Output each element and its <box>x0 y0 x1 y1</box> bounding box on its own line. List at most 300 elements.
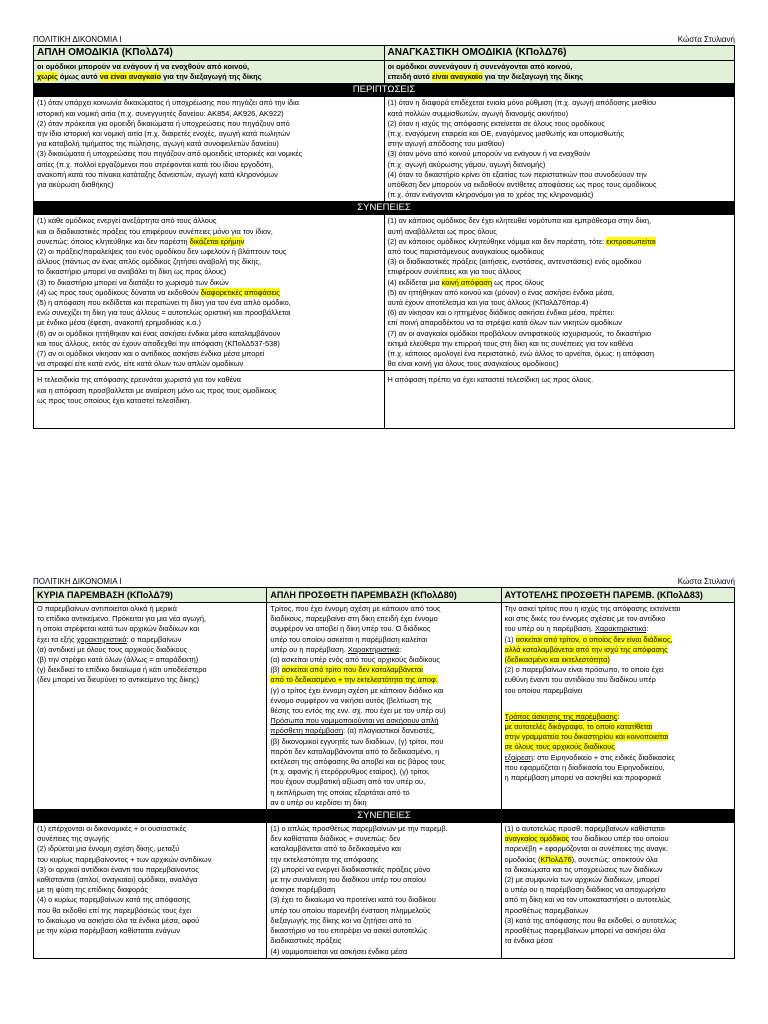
text-line <box>505 732 731 742</box>
text-line <box>505 635 731 645</box>
text-line <box>388 247 732 257</box>
text-line <box>505 763 731 773</box>
text-line <box>388 216 732 226</box>
text-line <box>37 149 381 159</box>
text-segment: την ίδια ιστορική και νομική αιτία (π.χ. διαιρετές ενοχές, αγωγή κατά πωλητών <box>37 129 290 139</box>
text-segment: (3) όταν μόνο από κοινού μπορούν να ενάγουν ή να εναχθούν <box>387 149 591 159</box>
text-segment: αυτά έχουν αποτέλεσμα και για τους άλλους (ΚΠολΔ76παρ.4) <box>387 298 589 308</box>
highlighted-text: δικάζεται ερήμην <box>189 236 245 246</box>
text-line <box>37 267 381 277</box>
text-line <box>270 875 497 885</box>
text-line <box>37 72 381 82</box>
text-line <box>505 895 731 905</box>
text-line <box>37 318 381 328</box>
text-segment: συνέπειες της αγωγής <box>37 834 110 844</box>
text-segment: : <box>399 644 402 654</box>
text-line <box>388 359 732 369</box>
text-line <box>505 916 731 926</box>
text-segment: του διαδίκου υπέρ του οποίου <box>569 834 669 844</box>
text-line <box>270 604 497 614</box>
text-line <box>37 288 381 298</box>
text-segment: (γ) διεκδικεί το επίδικο δικαίωμα ή κάτι υποδεέστερο <box>37 665 207 675</box>
text-segment: προσθέτως παρεμβαίνων <box>504 905 589 915</box>
text-segment: (1) ο απλώς προσθέτως παρεμβαίνων με την παρεμβ. <box>270 824 448 834</box>
text-line <box>37 916 263 926</box>
highlighted-text: κοινή απόφαση <box>441 277 493 287</box>
text-segment: (α) ασκείται υπέρ ενός από τους αρχικούς διαδίκους <box>270 655 440 665</box>
text-segment: εκτιμά ελεύθερα την επιρροή τους στη δίκη και τις συνέπειες για τον καθένα <box>387 338 634 348</box>
text-segment: την εκτελεστότητα της απόφασης <box>270 854 379 864</box>
text-segment: θα είναι κοινή για όλους τους αναγκαίους ομοδίκους) <box>387 359 559 369</box>
text-segment: (2) μπορεί να ενεργεί διαδικαστικές πράξεις μόνο <box>270 864 431 874</box>
text-segment: : στο Ειρηνοδικείο + στις ειδικές διαδικασίες <box>533 752 676 762</box>
text-line <box>37 824 263 834</box>
text-line <box>388 339 732 349</box>
text-line <box>388 149 732 159</box>
text-segment: θέσης του εντός της ενν. σχ. που έχει με τον υπέρ ου) <box>270 706 446 716</box>
text-line <box>505 926 731 936</box>
text-line <box>270 855 497 865</box>
text-line <box>270 844 497 854</box>
text-segment: και η απόφαση προσβαλλεται με αναίρεση μόνο ως προς τους ομοδίκους <box>37 385 277 395</box>
text-segment: Την ασκεί τρίτος που η ισχύς της απόφασης εκτείνεται <box>504 604 681 613</box>
text-line <box>37 216 381 226</box>
text-segment: συμφέρον να αποβεί η δίκη υπέρ του. Ο διάδικος <box>270 624 431 634</box>
section-bar-effects: ΣΥΝΕΠΕΙΕΣ <box>34 810 735 823</box>
def-simple-additional <box>267 603 501 810</box>
text-line <box>37 834 263 844</box>
text-line <box>37 308 381 318</box>
text-line <box>505 722 731 732</box>
text-line <box>37 62 381 72</box>
text-line <box>388 180 732 190</box>
text-segment: (α) αντιδικεί με όλους τους αρχικούς διαδίκους <box>37 644 188 654</box>
text-line <box>270 737 497 747</box>
text-segment: (γ) ο τρίτος έχει έννομη σχέση με κάποιον διάδικο και <box>270 685 444 695</box>
text-line <box>270 686 497 696</box>
text-segment: (π.χ. κάποιος ομολογεί ένα περιστατικό, ενώ άλλος το αρνείται, όμως: η απόφαση <box>387 349 654 359</box>
highlighted-text: στην γραμματεία του δικαστηρίου και κοινοποιείται <box>504 732 669 742</box>
text-line <box>505 645 731 655</box>
text-segment: (3) δικαιώματα ή υποχρεώσεις που πηγάζουν από ομοειδείς ιστορικές και νομικές <box>37 149 303 159</box>
text-segment: (δεν μπορεί να διευρύνει το αντικείμενο της δίκης) <box>37 675 200 685</box>
text-segment: αυτή αναβάλλεται ως προς όλους <box>387 226 497 236</box>
text-line <box>37 635 263 645</box>
text-segment: η εκπλήρωση της οποίας εξαρτάται από το <box>270 787 410 797</box>
finality-simple <box>34 371 385 429</box>
text-line <box>37 139 381 149</box>
text-segment: (2) ο παρεμβαίνων είναι πρόσωπο, το οποίο έχει <box>504 665 664 675</box>
text-line <box>37 160 381 170</box>
text-segment: (3) έχει το δικαίωμα να προτείνει κατά του διαδίκου <box>270 895 436 905</box>
text-segment: ως προς τους οποίους έχει καταστεί τελεσίδικη. <box>37 395 192 405</box>
text-segment: από τη δίκη και να τον υποκαταστήσει ο αυτοτελώς <box>504 895 671 905</box>
text-segment: χαρακτηριστικά <box>76 634 127 644</box>
highlighted-text: είναι αναγκαίο <box>432 72 483 82</box>
text-segment: όμως αυτό <box>57 72 100 82</box>
col-title-mandatory: ΑΝΑΓΚΑΣΤΙΚΗ ΟΜΟΔΙΚΙΑ (ΚΠολΔ76) <box>384 46 735 61</box>
comparison-table-2 <box>33 587 735 959</box>
text-segment: υπέρ ου η παρέμβαση. <box>270 644 348 654</box>
comparison-table-1 <box>33 45 735 429</box>
text-segment: του κυρίως παρεμβαίνοντος + των αρχικών αντιδίκων <box>37 854 212 864</box>
highlighted-text: : <box>617 711 620 721</box>
col-title-simple-additional: ΑΠΛΗ ΠΡΟΣΘΕΤΗ ΠΑΡΕΜΒΑΣΗ (ΚΠολΔ80) <box>267 588 501 603</box>
text-segment: ), συνεπώς: αποκτούν όλα <box>571 854 658 864</box>
text-line <box>505 773 731 783</box>
text-line <box>37 675 263 685</box>
text-segment: εκτέλεση της απόφασης θα αποβεί και εις βάρος τους <box>270 757 445 767</box>
text-segment: (3) οι αρχικοί αντίδικοι έναντι του παρεμβαίνοντος <box>37 864 199 874</box>
effects-mandatory <box>384 215 735 371</box>
text-line <box>270 706 497 716</box>
text-line <box>505 855 731 865</box>
text-line <box>270 614 497 624</box>
effects-independent-additional <box>501 823 734 959</box>
text-segment: (2) οι πράξεις/παραλείψεις του ενός ομοδίκου δεν ωφελούν ή βλάπτουν τους <box>37 247 287 257</box>
text-segment: (β) την στρέφει κατά όλων (άλλως = απαράδεκτη) <box>37 655 199 665</box>
text-segment: (6) αν νίκησαν και ο ηττημένος διάδικος ασκήσει ένδικα μέσα, πρέπει: <box>387 308 615 318</box>
text-segment: ως προς όλους <box>492 277 544 287</box>
text-segment: (3) κατά της απόφασης που θα εκδοθεί, ο αυτοτελώς <box>504 915 677 925</box>
text-line <box>270 947 497 957</box>
text-line <box>388 349 732 359</box>
text-line <box>270 926 497 936</box>
text-segment: (4) όταν το δικαστήριο κρίνει ότι εξαιτίας των περιστατικών που συνοδεύουν την <box>387 169 647 179</box>
text-line <box>270 624 497 634</box>
text-line <box>270 906 497 916</box>
highlighted-text: με αυτοτελές δικόγραφο, το οποίο κατατίθεται <box>504 722 653 732</box>
text-segment: (1) επέρχονται οι δικονομικές + οι ουσιαστικές <box>37 824 187 834</box>
text-segment: έννομο συμφέρον να νικήσει αυτός (βελτίωση της <box>270 695 432 705</box>
text-segment: διαδίκους, παρεμβαίνει στη δίκη επειδή έχει έννομο <box>270 614 438 624</box>
text-segment: (2) όταν η ισχύς της απόφασης εκτείνεται σε όλους τους ομοδίκους <box>387 118 605 128</box>
text-line <box>37 665 263 675</box>
text-line <box>37 298 381 308</box>
text-line <box>505 885 731 895</box>
page-header <box>33 34 735 45</box>
text-segment: (4) ο κυρίως παρεμβαίνων κατά της απόφασης <box>37 895 191 905</box>
text-segment: επί ποινή απαραδέκτου να τα στρέψει κατά όλων των νικητών ομοδίκων <box>387 318 622 328</box>
text-segment: (1) όταν υπάρχει κοινωνία δικαιώματος ή υποχρέωσης που πηγάζει από την ίδια <box>37 98 300 108</box>
text-line <box>505 704 731 712</box>
text-segment: η παρέμβαση μπορεί να ασκηθεί και προφορικά <box>504 773 661 783</box>
text-line <box>270 665 497 675</box>
text-line <box>270 824 497 834</box>
text-line <box>388 329 732 339</box>
text-line <box>270 834 497 844</box>
effects-simple-additional <box>267 823 501 959</box>
text-line <box>37 844 263 854</box>
text-line <box>270 716 497 726</box>
section-bar-row <box>34 202 735 215</box>
text-segment: ευθύνη έναντι του αντιδίκου του διαδίκου υπέρ <box>504 675 656 685</box>
def-independent-additional <box>501 603 734 810</box>
text-line <box>37 604 263 614</box>
highlighted-text: (δεδικασμένο και εκτελεστότητα) <box>504 655 610 665</box>
text-line <box>270 885 497 895</box>
text-segment: (β) <box>270 665 282 675</box>
text-segment: το επίδικο αντικείμενο. Πρόκειται για μια νέα αγωγή, <box>37 614 207 624</box>
text-line <box>505 875 731 885</box>
title-row <box>34 588 735 603</box>
text-line <box>37 386 381 396</box>
text-segment: ενώ συνεχίζει τη δίκη για τους άλλους = αυτοτελώς οριστική και προσβάλλεται <box>37 308 291 318</box>
finality-mandatory <box>384 371 735 429</box>
text-segment: εξαίρεση <box>504 752 534 762</box>
text-line <box>37 257 381 267</box>
text-segment: καθίστανται (απλοί, αναγκαίοι) ομόδικοι, αναλόγα <box>37 875 198 885</box>
text-line <box>37 119 381 129</box>
text-segment: δικαστήριο να του επιτρέψει να ασκεί αυτοτελώς <box>270 926 428 936</box>
text-segment: διαδικαστικές πράξεις <box>270 936 342 946</box>
cases-row <box>34 97 735 202</box>
text-segment: του οποίου παρεμβαίνει <box>504 685 583 695</box>
effects-main-intervention <box>34 823 267 959</box>
text-line <box>270 865 497 875</box>
text-segment: Χαρακτηριστικά <box>594 624 647 634</box>
text-segment: αιτίες (π.χ. πολλοί εργαζόμενοι που στρέφονται κατά του ίδιου εργοδότη, <box>37 159 274 169</box>
page-2 <box>33 576 735 959</box>
header-left: ΠΟΛΙΤΙΚΗ ΔΙΚΟΝΟΜΙΑ Ι <box>33 35 122 44</box>
text-line <box>270 936 497 946</box>
text-line <box>388 98 732 108</box>
col-title-independent-additional: ΑΥΤΟΤΕΛΗΣ ΠΡΟΣΘΕΤΗ ΠΑΡΕΜΒ. (ΚΠολΔ83) <box>501 588 734 603</box>
text-line <box>37 247 381 257</box>
text-segment: (π.χ. όταν ενάγονται κληρονόμοι για το χρέος της κληρονομιάς) <box>387 190 594 200</box>
text-segment: ανακοπή κατά του πίνακα κατάταξης δανειστών, αγωγή κατά κληρονόμων <box>37 169 278 179</box>
text-segment: με ένδικα μέσα (έφεση, ανακοπή ερημοδικίας κ.α.) <box>37 318 201 328</box>
text-segment: Πρόσωπα που νομιμοποιούνται να ασκήσουν απλή <box>270 716 439 726</box>
text-segment: η οποία στρέφεται κατά των αρχικών διαδίκων και <box>37 624 199 634</box>
text-line <box>37 98 381 108</box>
highlighted-text: αλλά καταλαμβάνεται από την ισχύ της απόφασης <box>504 644 668 654</box>
text-line <box>37 895 263 905</box>
text-line <box>37 875 263 885</box>
text-line <box>505 614 731 624</box>
text-line <box>505 834 731 844</box>
text-line <box>270 895 497 905</box>
text-line <box>270 916 497 926</box>
text-line <box>388 375 732 385</box>
text-segment: (2) ιδρύεται μια έννομη σχέση δίκης, μεταξύ <box>37 844 180 854</box>
text-segment: έχει τα εξής <box>37 634 77 644</box>
text-segment: (1) όταν η διαφορά επιδέχεται ενιαία μόνο ρύθμιση (π.χ. αγωγή απόδοσης μισθίου <box>387 98 657 108</box>
section-bar-row <box>34 84 735 97</box>
text-segment: που εφαρμόζεται η διαδικασία του Ειρηνοδικείου, <box>504 762 665 772</box>
text-line <box>388 308 732 318</box>
text-segment: (4) ως προς τους ομοδίκους δύναται να εκδοθούν <box>37 287 201 297</box>
text-line <box>270 726 497 736</box>
highlighted-text: αναγκαίος ομόδικος <box>504 834 570 844</box>
text-line <box>37 655 263 665</box>
title-row <box>34 46 735 61</box>
text-segment: (5) αν ηττήθηκαν από κοινού και (μόνον) ο ένας ασκήσει ένδικα μέσα, <box>387 287 615 297</box>
text-line <box>388 257 732 267</box>
text-segment: (6) αν οι ομόδικοι ηττήθηκαν και ένας ασκήσει ένδικα μέσα καταλαμβάνουν <box>37 328 281 338</box>
text-line <box>37 170 381 180</box>
text-segment: (4) νομιμοποιείται να ασκήσει ένδικα μέσα <box>270 946 408 956</box>
col-sub-mandatory <box>384 61 735 84</box>
text-line <box>388 288 732 298</box>
highlighted-text: ΚΠολΔ76 <box>540 854 572 864</box>
text-line <box>388 278 732 288</box>
text-line <box>37 855 263 865</box>
text-line <box>37 375 381 385</box>
text-line <box>388 119 732 129</box>
text-segment: ομοδικίας ( <box>504 854 541 864</box>
text-segment: ο υπέρ ου η παρέμβαση διάδικος να αποχωρήσει <box>504 885 666 895</box>
text-line <box>37 278 381 288</box>
text-segment: με την κύρια παρέμβαση καθίσταται ενάγων <box>37 926 181 936</box>
def-main-intervention <box>34 603 267 810</box>
text-segment: παρενέβη + εφαρμόζονται οι συνέπειες της αναγκ. <box>504 844 669 854</box>
text-segment: που έχουν συμβατική αξίωση από τον υπέρ ου, <box>270 777 426 787</box>
text-line <box>505 824 731 834</box>
text-segment: ιστορική και νομική αιτία (π.χ. συνεγγυητές δανείου: ΑΚ854, ΑΚ926, ΑΚ922) <box>37 108 284 118</box>
text-segment: (2) αν κάποιος ομόδικος κλητεύθηκε νόμιμα και δεν παρέστη, τότε: <box>387 236 607 246</box>
text-line <box>388 109 732 119</box>
text-line <box>270 696 497 706</box>
text-segment: (π.χ. αφανής ή ετερόρρυθμος εταίρος), (γ) τρίτοι, <box>270 767 430 777</box>
text-segment: παρότι δεν καταλαμβάνονται από το δεδικασμένο, η <box>270 746 440 756</box>
text-line <box>270 788 497 798</box>
text-segment: το δικαίωμα να ασκήσει όλα τα ένδικα μέσα, αφού <box>37 915 200 925</box>
text-line <box>270 798 497 808</box>
text-segment: (3) οι διαδικαστικές πράξεις (αιτήσεις, ενστάσεις, αντενστάσεις) ενός ομοδίκου <box>387 257 642 267</box>
text-segment: (5) η απόφαση που εκδίδεται και περατώνει τη δίκη για τον ένα απλό ομόδικο, <box>37 298 291 308</box>
header-left: ΠΟΛΙΤΙΚΗ ΔΙΚΟΝΟΜΙΑ Ι <box>33 577 122 586</box>
header-right: Κώστα Στυλιανή <box>677 35 735 44</box>
text-line <box>37 865 263 875</box>
effects-row <box>34 823 735 959</box>
text-segment: το δικαστήριο μπορεί να αναβάλει τη δίκη ως προς όλους) <box>37 267 227 277</box>
text-segment: (7) αν οι αναγκαίοι ομόδικοι προβάλουν αντιφατικούς ισχυρισμούς, το δικαστήριο <box>387 328 652 338</box>
text-line <box>505 655 731 665</box>
text-line <box>37 885 263 895</box>
text-segment: Η απόφαση πρέπει να έχει καταστεί τελεσίδικη ως προς όλους. <box>387 375 594 385</box>
section-bar-row <box>34 810 735 823</box>
text-segment: για ακύρωση διαθήκης) <box>37 180 114 190</box>
text-line <box>388 237 732 247</box>
text-segment: με την συναίνεση του διαδίκου υπέρ του οποίου <box>270 875 426 885</box>
text-segment: άλλους (πάντως αν ένας απλός ομόδικος ζητήσει αναβολή της δίκης, <box>37 257 262 267</box>
effects-simple <box>34 215 385 371</box>
text-segment: από τους παριστάμενους αναγκαίους ομοδίκους <box>387 247 545 257</box>
text-line <box>505 686 731 696</box>
text-segment: συνεπώς: όποιος κλητεύθηκε και δεν παρέστη <box>37 236 190 246</box>
text-line <box>505 604 731 614</box>
text-segment: για καταβολή τιμήματος της πώλησης, αγωγή κατά συνοφειλετών δανείου) <box>37 139 279 149</box>
cases-mandatory <box>384 97 735 202</box>
text-line <box>505 742 731 752</box>
text-line <box>388 227 732 237</box>
text-segment: τα ένδικα μέσα <box>504 936 553 946</box>
text-line <box>388 139 732 149</box>
text-segment: που θα εκδοθεί επί της παρεμβάσεώς τους έχει <box>37 905 192 915</box>
text-segment: για την διεξαγωγή της δίκης <box>482 72 583 82</box>
text-line <box>388 318 732 328</box>
text-line <box>37 359 381 369</box>
text-segment: προσθέτως παρεμβαίνων μπορεί να ασκήσει όλα <box>504 926 666 936</box>
text-line <box>37 329 381 339</box>
col-sub-simple <box>34 61 385 84</box>
text-line <box>505 906 731 916</box>
text-line <box>37 624 263 634</box>
text-segment: (1) ο αυτοτελώς προσθ. παρεμβαίνων καθίσταται <box>504 824 665 834</box>
highlighted-text: ασκείται από τρίτο που δεν καταλαμβάνεται <box>281 665 423 675</box>
text-line <box>505 753 731 763</box>
text-segment: (4) εκδίδεται μια <box>387 277 442 287</box>
text-segment: (π.χ. αγωγή ακύρωσης γάμου, αγωγή διανομής) <box>387 159 546 169</box>
text-segment: στην αγωγή απόδοσης του μισθίου) <box>387 139 505 149</box>
text-line <box>388 129 732 139</box>
text-segment: αν ο υπέρ ου κερδίσει τη δίκη <box>270 797 367 807</box>
effects-row <box>34 215 735 371</box>
text-segment: υπόθεση δεν μπορούν να εκδοθούν αντίθετες αποφάσεις ως προς τους ομοδίκους <box>387 180 657 190</box>
text-line <box>505 665 731 675</box>
definition-row <box>34 603 735 810</box>
text-line <box>270 757 497 767</box>
text-line <box>388 267 732 277</box>
text-line <box>37 614 263 624</box>
highlighted-text: Τρόπος άσκησης της παρέμβασης <box>504 711 618 721</box>
text-line <box>37 349 381 359</box>
text-line <box>505 865 731 875</box>
text-line <box>270 655 497 665</box>
text-segment: (2) όταν πρόκειται για ομοειδή δικαιώματα ή υποχρεώσεις που πηγάζουν από <box>37 118 290 128</box>
text-line <box>37 180 381 190</box>
text-segment: να στραφεί είτε κατά ενός, είτε κατά όλων των απλών ομοδίκων <box>37 359 244 369</box>
text-segment: Η τελεσιδικία της απόφασης ερευνάται χωριστά για τον καθένα <box>37 375 241 385</box>
text-segment: τα δικαιώματα και τις υποχρεώσεις των διαδίκων <box>504 864 663 874</box>
page-header <box>33 576 735 587</box>
text-segment: του υπέρ ου η παρέμβαση. <box>504 624 595 634</box>
text-line <box>270 675 497 685</box>
text-segment: (1) κάθε ομόδικος ενεργεί ανεξάρτητα από τους άλλους <box>37 216 217 226</box>
text-segment: επιφέρουν συνέπειες και για τους άλλους <box>387 267 522 277</box>
text-line <box>37 926 263 936</box>
text-segment: Ο παρεμβαίνων αντιποιείται ολικά ή μερικά <box>37 604 177 613</box>
text-line <box>388 72 732 82</box>
highlighted-text: σε όλους τους αρχικούς διαδίκους <box>504 742 615 752</box>
text-segment: Χαρακτηριστικά <box>347 644 400 654</box>
text-segment: : <box>646 624 649 634</box>
text-segment: κατά πολλών συμμισθωτών, αγωγή διανομής ακινήτου) <box>387 108 569 118</box>
text-line <box>270 767 497 777</box>
text-line <box>270 635 497 645</box>
text-segment: Τρίτος, που έχει έννομη σχέση με κάποιον από τους <box>270 604 441 613</box>
text-segment: και τους άλλους, εκτός αν έχουν αποδεχθεί την απόφαση (ΚΠολΔ537-538) <box>37 338 280 348</box>
text-segment: οι ομόδικοι συνενάγουν ή συνενάγονται από κοινού, <box>387 62 573 71</box>
text-line <box>37 339 381 349</box>
text-segment: δεν καθίσταται διάδικος + συνεπώς: δεν <box>270 834 401 844</box>
text-line <box>505 675 731 685</box>
text-line <box>388 298 732 308</box>
text-segment: άσκησε παρέμβαση <box>270 885 336 895</box>
highlighted-text: από το δεδικασμένο + την εκτελεστότητα της αποφ. <box>270 675 438 685</box>
text-line <box>270 747 497 757</box>
text-line <box>37 129 381 139</box>
text-line <box>37 645 263 655</box>
text-segment: πρόσθετη παρέμβαση <box>270 726 344 736</box>
text-segment: (π.χ. εναγόμενη εταιρεία και ΟΕ, εναγόμενος μισθωτής και υπομισθωτής <box>387 129 624 139</box>
section-bar-cases: ΠΕΡΙΠΤΩΣΕΙΣ <box>34 84 735 97</box>
text-line <box>37 396 381 406</box>
text-line <box>388 190 732 200</box>
subtitle-row <box>34 61 735 84</box>
text-segment: (β) δικονομικοί εγγυητές των διαδίκων, (γ) τρίτοι, που <box>270 736 444 746</box>
